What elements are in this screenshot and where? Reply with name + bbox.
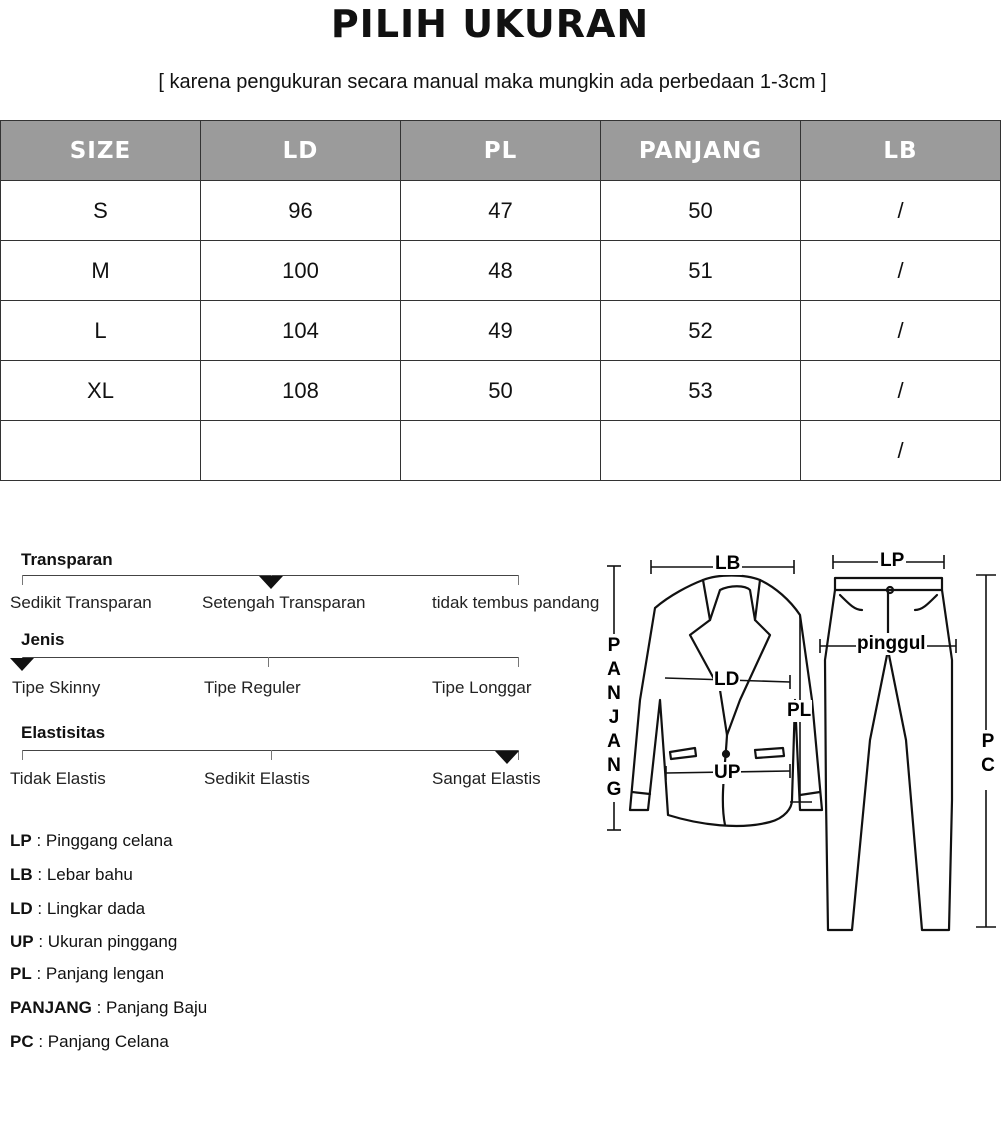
column-header: LD [201,121,401,181]
scale-title: Elastisitas [21,723,106,742]
legend-key: LB [10,865,33,884]
table-row [1,181,1001,241]
table-cell: / [801,421,1001,481]
legend-desc: Lingkar dada [46,899,146,918]
scale-label: Tipe Skinny [12,678,101,697]
table-cell: 104 [201,301,401,361]
garment-measurement-diagram [600,540,1005,1070]
table-cell: 53 [601,361,801,421]
legend-key: PANJANG [10,998,92,1017]
scale-title: Transparan [21,550,113,569]
scale-tick [22,750,23,760]
legend-desc: Panjang lengan [45,964,165,983]
legend-key: PC [10,1032,34,1051]
selected-level-marker-icon [10,658,34,671]
legend-key: LD [10,899,33,918]
diagram-label-pc: P C [978,730,998,778]
table-cell [401,421,601,481]
table-cell: / [801,181,1001,241]
legend-item: LB : Lebar bahu [10,865,133,884]
table-cell: 100 [201,241,401,301]
scale-line [22,657,519,658]
scale-label: Setengah Transparan [202,593,366,612]
table-cell: S [1,181,201,241]
scale-label: Tipe Reguler [204,678,301,697]
legend-item: PANJANG : Panjang Baju [10,998,208,1017]
scale-tick [271,750,272,760]
diagram-label-lb: LB [715,553,741,574]
table-cell: 50 [601,181,801,241]
table-header-row [1,121,1001,181]
legend-desc: Ukuran pinggang [47,932,178,951]
diagram-label-lp: LP [880,550,905,571]
page-title: PILIH UKURAN [330,2,650,46]
table-cell: L [1,301,201,361]
scale-label: Tidak Elastis [10,769,106,788]
table-cell: 52 [601,301,801,361]
legend-item: UP : Ukuran pinggang [10,932,178,951]
scale-tick [518,657,519,667]
scale-label: Sangat Elastis [432,769,541,788]
table-cell: / [801,301,1001,361]
measurement-note: [ karena pengukuran secara manual maka mungkin ada perbedaan 1-3cm ] [158,71,827,93]
table-cell: XL [1,361,201,421]
diagram-label-ld: LD [714,669,740,690]
table-cell [601,421,801,481]
table-cell: 48 [401,241,601,301]
table-cell: 51 [601,241,801,301]
legend-item: PC : Panjang Celana [10,1032,169,1051]
diagram-label-up: UP [714,762,741,783]
diagram-label-pinggul: pinggul [857,633,926,654]
table-cell: 47 [401,181,601,241]
selected-level-marker-icon [495,751,519,764]
table-cell [1,421,201,481]
legend-item: LP : Pinggang celana [10,831,173,850]
legend-desc: Panjang Celana [47,1032,169,1051]
scale-tick [268,657,269,667]
table-cell [201,421,401,481]
legend-key: UP [10,932,34,951]
table-row [1,421,1001,481]
scale-tick [518,575,519,585]
selected-level-marker-icon [259,576,283,589]
legend-key: LP [10,831,32,850]
table-cell: 50 [401,361,601,421]
column-header: PANJANG [601,121,801,181]
table-row [1,361,1001,421]
diagram-label-pl: PL [787,700,812,721]
column-header: LB [801,121,1001,181]
table-cell: 108 [201,361,401,421]
legend-item: LD : Lingkar dada [10,899,146,918]
scale-label: tidak tembus pandang [432,593,600,612]
table-cell: / [801,241,1001,301]
column-header: PL [401,121,601,181]
diagram-label-panjang: P A N J A N G [604,634,624,802]
legend-desc: Pinggang celana [45,831,173,850]
legend-desc: Lebar bahu [46,865,133,884]
table-cell: 96 [201,181,401,241]
legend-desc: Panjang Baju [106,998,208,1017]
scale-label: Sedikit Transparan [10,593,152,612]
table-row [1,241,1001,301]
legend-item: PL : Panjang lengan [10,964,165,983]
legend-key: PL [10,964,32,983]
scale-label: Tipe Longgar [432,678,532,697]
scale-tick [22,575,23,585]
table-cell: M [1,241,201,301]
scale-title: Jenis [21,630,65,649]
column-header: SIZE [1,121,201,181]
table-row [1,301,1001,361]
table-cell: / [801,361,1001,421]
size-table [0,120,1001,481]
scale-label: Sedikit Elastis [204,769,310,788]
table-cell: 49 [401,301,601,361]
